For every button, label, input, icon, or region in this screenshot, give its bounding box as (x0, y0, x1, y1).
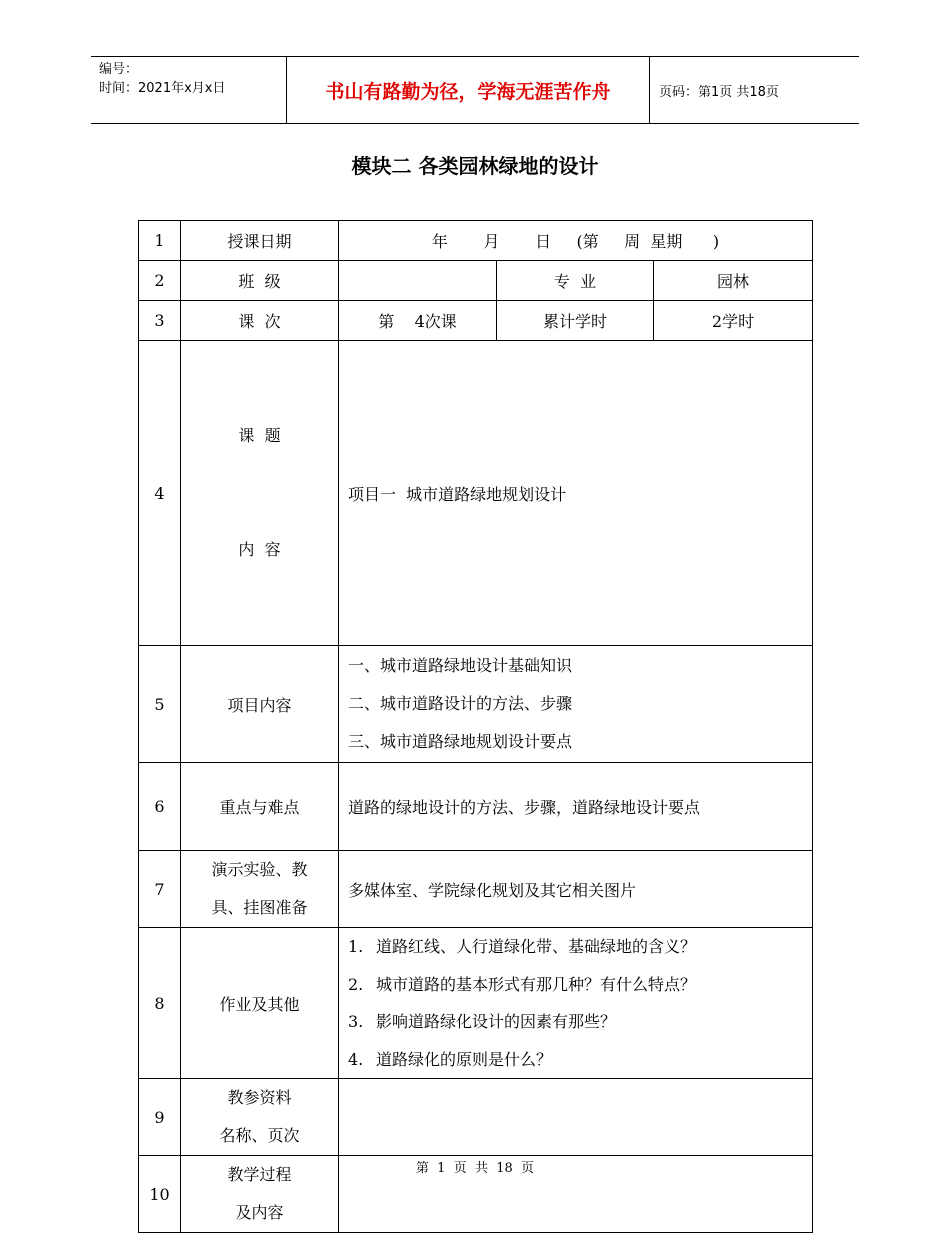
table-row (139, 221, 813, 261)
header-page-info: 页码：第1页 共18页 (659, 84, 779, 100)
row-number: 2 (139, 261, 181, 301)
list-item (348, 928, 812, 966)
row-label-line: 及内容 (235, 1203, 284, 1222)
materials-value: 多媒体室、学院绿化规划及其它相关图片 (339, 851, 813, 928)
row-number: 5 (139, 646, 181, 763)
list-item-number: 2. (348, 974, 364, 994)
table-row (139, 928, 813, 1079)
list-item (348, 1003, 812, 1041)
teaching-date-value: 年 月 日 (第 周 星期 ) (339, 221, 813, 261)
list-item-number: 3. (348, 1012, 364, 1031)
row-number: 3 (139, 301, 181, 341)
project-content-list (339, 646, 813, 763)
homework-list (339, 928, 813, 1079)
row-number: 10 (139, 1156, 181, 1233)
page-header (91, 56, 859, 124)
header-divider (649, 57, 650, 123)
row-label: 项目内容 (181, 646, 339, 763)
document-number-label: 编号： (99, 62, 139, 77)
header-motto: 书山有路勤为径，学海无涯苦作舟 (325, 80, 611, 103)
session-value: 第 4次课 (339, 301, 497, 341)
row-number: 4 (139, 341, 181, 646)
major-value: 园林 (654, 261, 813, 301)
major-label: 专 业 (497, 261, 654, 301)
page-footer: 第 1 页 共 18 页 (415, 1161, 535, 1176)
list-item-text: 城市道路的基本形式有那几种？有什么特点？ (376, 974, 697, 994)
row-label: 授课日期 (181, 221, 339, 261)
reference-value (339, 1079, 813, 1156)
row-number: 8 (139, 928, 181, 1079)
list-item: 三、城市道路绿地规划设计要点 (348, 732, 573, 751)
list-item-number: 1. (348, 937, 364, 956)
document-time: 时间：2021年x月x日 (99, 81, 226, 96)
row-label: 课 次 (181, 301, 339, 341)
list-item (348, 966, 812, 1004)
list-item-text: 道路红线、人行道绿化带、基础绿地的含义？ (376, 937, 697, 956)
topic-value: 项目一 城市道路绿地规划设计 (339, 341, 813, 646)
list-item: 一、城市道路绿地设计基础知识 (348, 656, 573, 675)
row-number: 9 (139, 1079, 181, 1156)
row-label: 重点与难点 (181, 763, 339, 851)
header-meta (99, 60, 225, 98)
table-row (139, 341, 813, 646)
list-item-text: 道路绿化的原则是什么？ (376, 1049, 553, 1069)
row-number: 1 (139, 221, 181, 261)
list-item-text: 影响道路绿化设计的因素有那些？ (376, 1012, 617, 1031)
cumulative-hours-value: 2学时 (654, 301, 813, 341)
table-row (139, 646, 813, 763)
table-row (139, 301, 813, 341)
list-item-number: 4. (348, 1049, 364, 1069)
row-number: 7 (139, 851, 181, 928)
class-value (339, 261, 497, 301)
table-row (139, 1079, 813, 1156)
table-row (139, 851, 813, 928)
list-item (348, 1041, 812, 1079)
row-label: 作业及其他 (181, 928, 339, 1079)
row-label (181, 851, 339, 928)
row-label-line: 具、挂图准备 (211, 898, 308, 917)
page-title: 模块二 各类园林绿地的设计 (351, 154, 599, 178)
row-label-line: 教参资料 (227, 1088, 292, 1107)
table-row (139, 261, 813, 301)
lesson-plan-table (138, 220, 813, 1233)
row-label: 班 级 (181, 261, 339, 301)
row-label-line: 名称、页次 (219, 1126, 300, 1145)
row-label-line: 内 容 (238, 540, 281, 559)
table-row (139, 763, 813, 851)
cumulative-hours-label: 累计学时 (497, 301, 654, 341)
row-label (181, 341, 339, 646)
row-label-line: 教学过程 (227, 1165, 292, 1184)
list-item: 二、城市道路设计的方法、步骤 (348, 694, 573, 713)
row-label-line: 演示实验、教 (211, 860, 308, 879)
key-points-value: 道路的绿地设计的方法、步骤，道路绿地设计要点 (339, 763, 813, 851)
row-number: 6 (139, 763, 181, 851)
row-label (181, 1079, 339, 1156)
row-label-line: 课 题 (238, 426, 281, 445)
